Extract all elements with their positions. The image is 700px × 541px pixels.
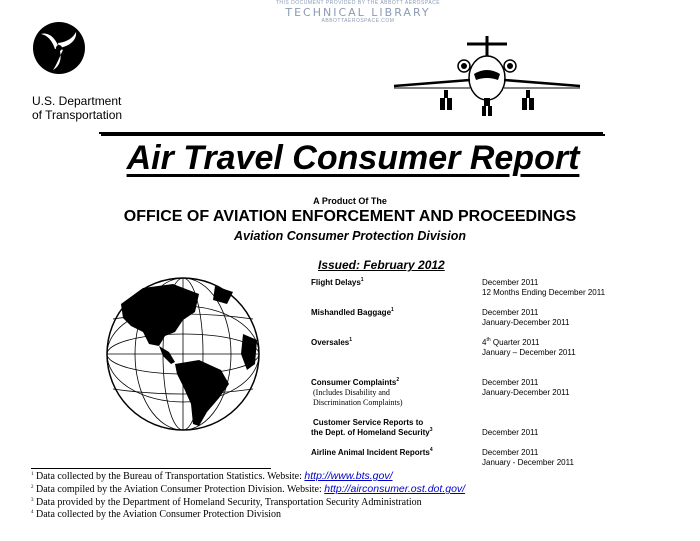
footnote-rule: [31, 468, 271, 469]
report-label: Customer Service Reports to the Dept. of Homeland Security$^3$: [311, 418, 433, 437]
report-label: Airline Animal Incident Reports$^4$: [311, 447, 433, 457]
watermark-line-1: THIS DOCUMENT PROVIDED BY THE ABBOTT AEROSPACE: [275, 0, 441, 6]
report-label: Flight Delays$^1$: [311, 277, 364, 287]
report-periods: December 2011 12 Months Ending December 2011: [482, 278, 606, 297]
division-name: Aviation Consumer Protection Division: [234, 229, 466, 243]
library-watermark: [258, 0, 458, 25]
footnote-2: $^2$ Data compiled by the Aviation Consumer Protection Division. Website: http://airconsumer.ost.dot.gov/: [31, 483, 466, 496]
report-label: Consumer Complaints$^2$ (Includes Disability and Discrimination Complaints): [311, 377, 403, 407]
report-periods: December 2011 January-December 2011: [482, 378, 570, 397]
globe-icon: [103, 274, 263, 434]
report-periods: December 2011 January-December 2011: [482, 308, 570, 327]
report-periods: December 2011 January - December 2011: [482, 448, 574, 467]
dot-triskelion-logo-icon: [33, 22, 85, 74]
issued-date: Issued: February 2012: [318, 258, 445, 272]
footnote-3: $^3$ Data provided by the Department of Homeland Security, Transportation Security Administration: [31, 496, 422, 508]
airconsumer-website-link[interactable]: http://airconsumer.ost.dot.gov/: [324, 483, 466, 496]
agency-line-2: of Transportation: [32, 108, 123, 122]
report-label: Oversales$^1$: [311, 337, 353, 347]
report-label: Mishandled Baggage$^1$: [311, 307, 394, 317]
office-name: OFFICE OF AVIATION ENFORCEMENT AND PROCEEDINGS: [123, 208, 577, 225]
product-of-label: A Product Of The: [313, 196, 387, 206]
footnote-1: $^1$ Data collected by the Bureau of Transportation Statistics. Website: http://www.bts.gov/: [31, 470, 393, 482]
report-periods: December 2011: [482, 428, 539, 437]
footnote-4: $^4$ Data collected by the Aviation Consumer Protection Division: [31, 508, 282, 520]
bts-website-link[interactable]: http://www.bts.gov/: [304, 470, 393, 482]
watermark-line-3: ABBOTTAEROSPACE.COM: [321, 18, 395, 24]
footnotes: [31, 470, 671, 521]
report-title: Air Travel Consumer Report: [126, 139, 580, 177]
report-list: [311, 278, 641, 468]
watermark-line-2: TECHNICAL LIBRARY: [285, 6, 431, 19]
report-periods: 4th Quarter 2011 January – December 2011: [482, 337, 576, 357]
agency-name: [32, 94, 122, 122]
agency-line-1: U.S. Department: [32, 94, 122, 108]
airplane-icon: [392, 36, 582, 122]
header-rule-shadow: [101, 134, 605, 136]
